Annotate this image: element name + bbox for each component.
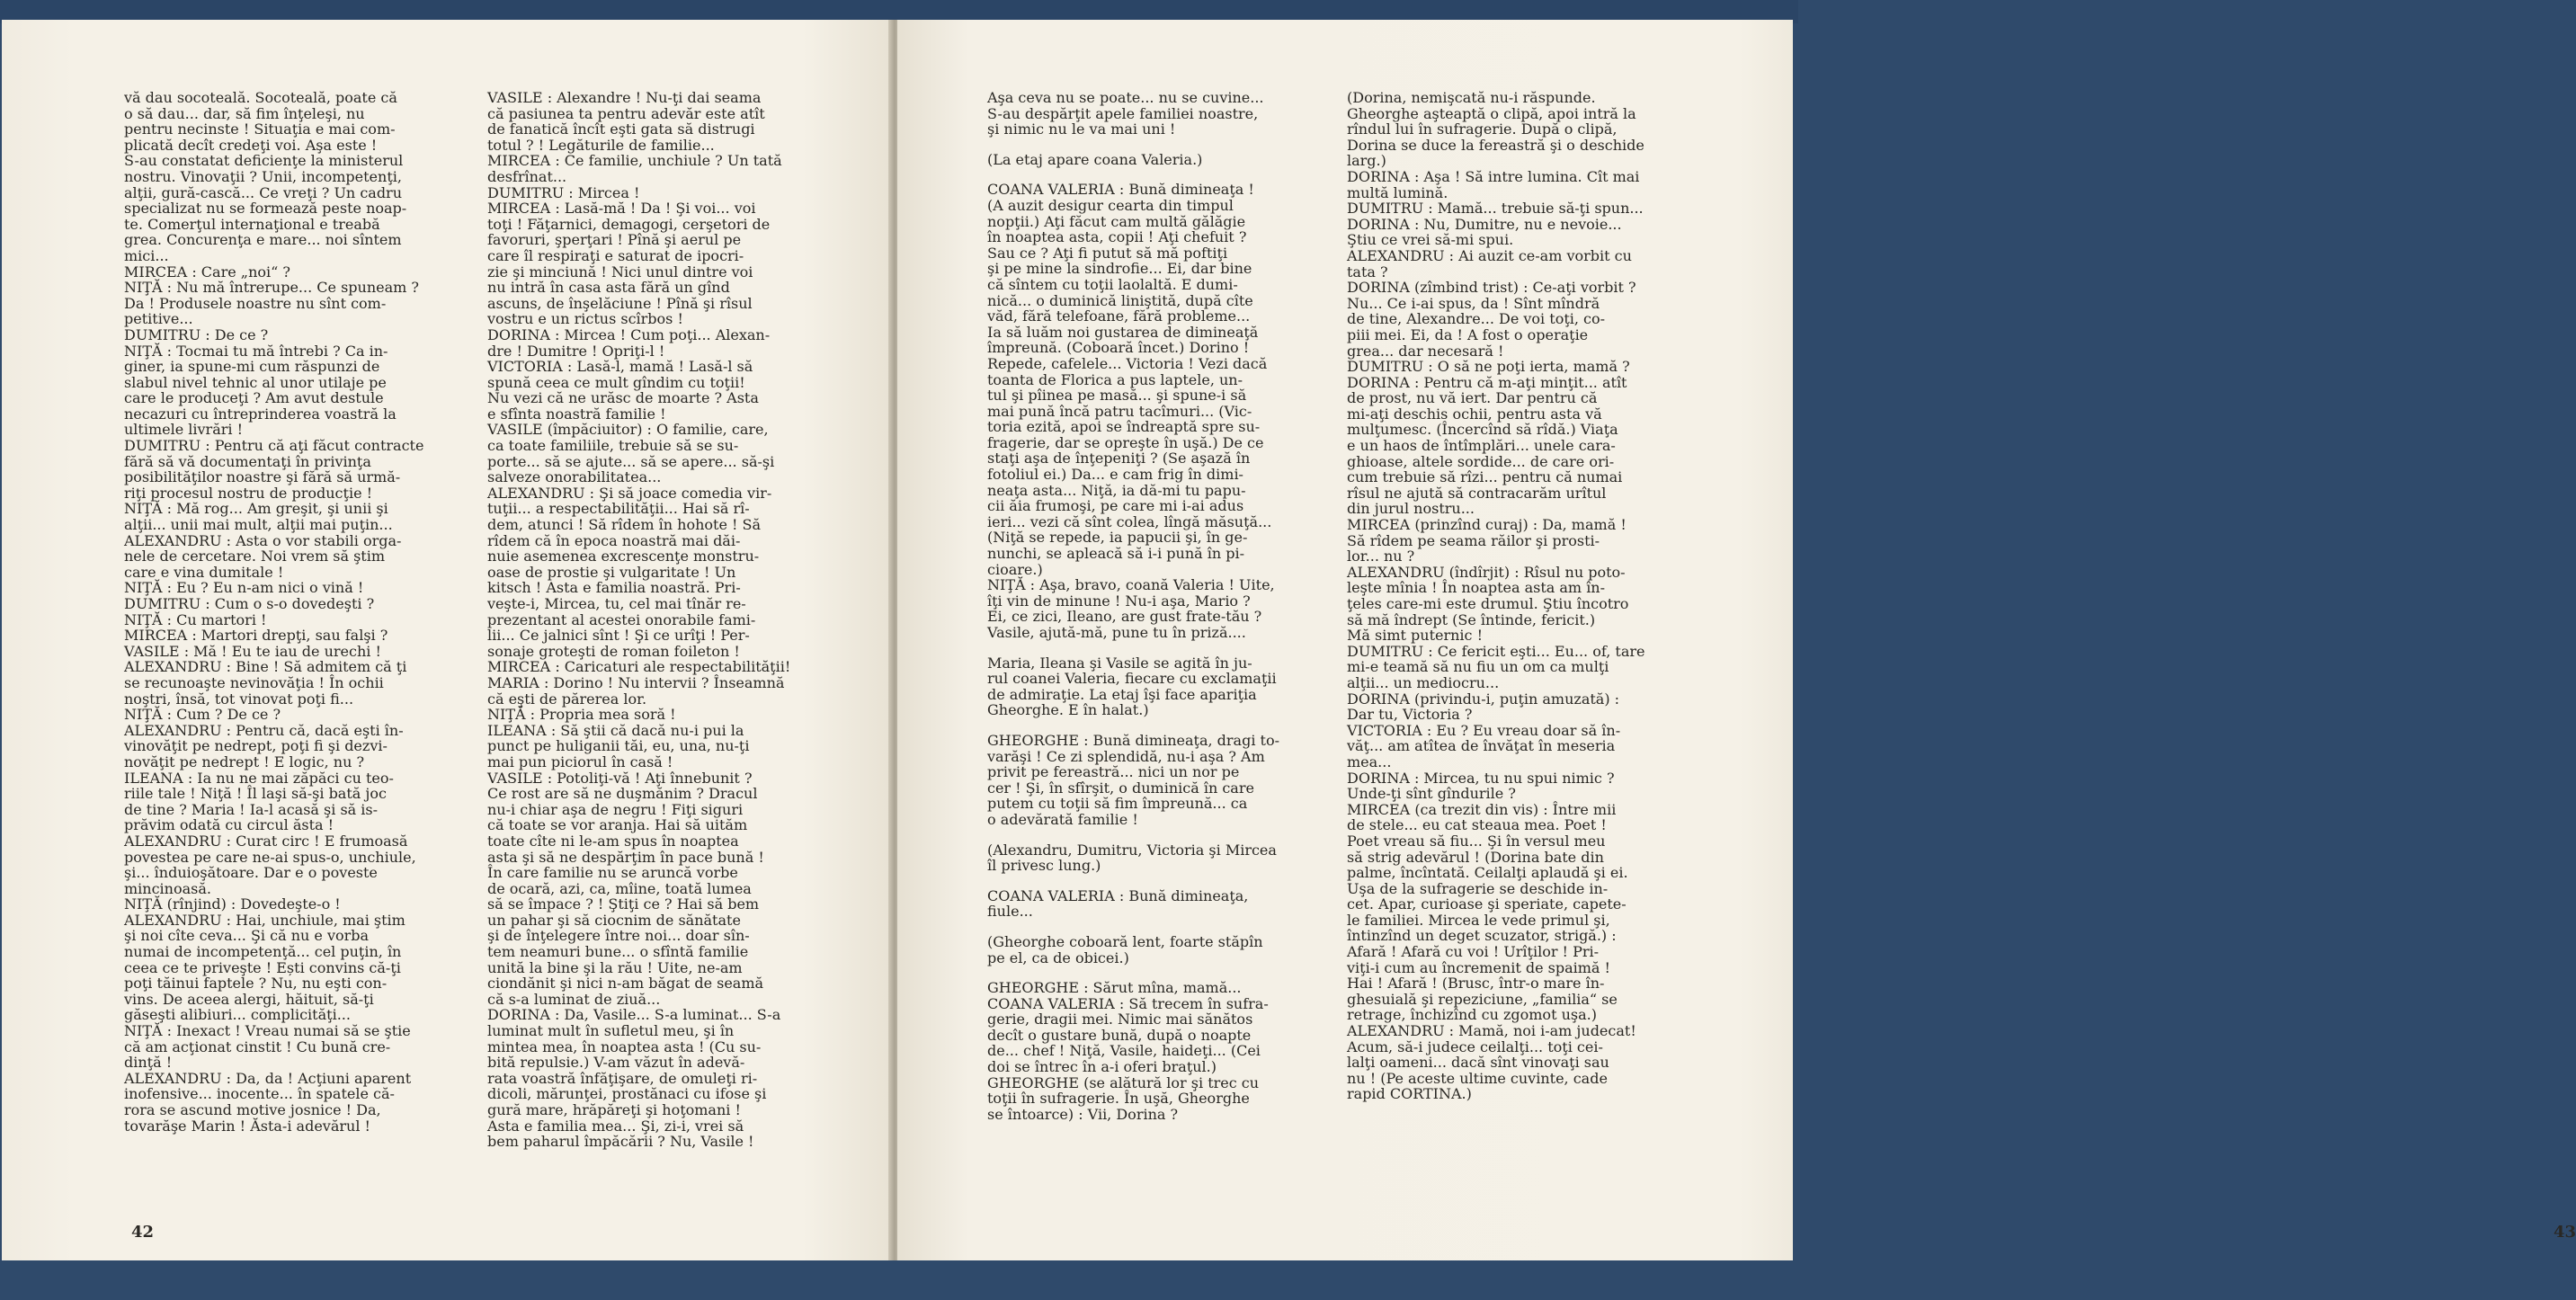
text-line: NIŢĂ : Propria mea soră ! — [487, 706, 676, 724]
text-line — [987, 138, 1325, 152]
text-line: privit pe fereastră... nici un nor pe — [987, 763, 1240, 781]
text-line: Maria, Ileana şi Vasile se agită în ju- — [987, 654, 1252, 672]
text-line: mintea mea, în noaptea asta ! (Cu su- — [487, 1037, 762, 1055]
text-line: Vasile, ajută-mă, pune tu în priză.... — [987, 624, 1246, 641]
text-line: şi nimic nu le va mai uni ! — [987, 120, 1176, 138]
text-line: rapid CORTINA.) — [1347, 1085, 1472, 1103]
text-line: VICTORIA : Eu ? Eu vreau doar să în- — [1347, 721, 1621, 739]
text-line: noştri, însă, tot vinovat poţi fi... — [124, 690, 354, 708]
right-page — [897, 20, 2576, 1260]
text-line: tem neamuri bune... o sfîntă familie — [487, 943, 749, 961]
text-line: Unde-ţi sînt gîndurile ? — [1347, 785, 1516, 803]
text-line: pe el, ca de obicei.) — [987, 948, 1129, 966]
text-line: kitsch ! Asta e familia noastră. Pri- — [487, 579, 741, 597]
text-line: numai de incompetenţă... cel puţin, în — [124, 943, 402, 961]
text-line: tata ? — [1347, 263, 1388, 280]
text-line: din jurul nostru... — [1347, 500, 1475, 518]
text-line: tuţii... a respectabilităţii... Hai să rî- — [487, 500, 750, 518]
text-line: să mă îndrept (Se întinde, fericit.) — [1347, 610, 1596, 628]
text-line: mincinoasă. — [124, 879, 211, 897]
text-line: ţeles care-mi este drumul. Ştiu încotro — [1347, 595, 1629, 612]
text-line: NIŢĂ : Mă rog... Am greşit, şi unii şi — [124, 500, 388, 518]
text-line: varăşi ! Ce zi splendidă, nu-i aşa ? Am — [987, 747, 1265, 765]
page-number-right: 43 — [2554, 1223, 2576, 1242]
text-line: (Gheorghe coboară lent, foarte stăpîn — [987, 932, 1263, 950]
text-line: ghioase, altele sordide... de care ori- — [1347, 452, 1615, 470]
text-line: favoruri, şperţari ! Pînă şi aerul pe — [487, 231, 742, 249]
text-line: că sîntem cu toţii laolaltă. E dumi- — [987, 275, 1238, 293]
text-line: îl privesc lung.) — [987, 857, 1101, 875]
text-line: mulţumesc. (Încercînd să rîdă.) Viaţa — [1347, 421, 1618, 439]
text-line: vă dau socoteală. Socoteală, poate că — [124, 89, 397, 106]
text-line: mici... — [124, 246, 169, 264]
text-line: cioare.) — [987, 560, 1043, 578]
text-line: COANA VALERIA : Bună dimineaţa, — [987, 886, 1249, 904]
text-line: cum trebuie să rîzi... pentru că numai — [1347, 468, 1623, 486]
text-line: dicoli, mărunţei, prostănaci cu ifose şi — [487, 1085, 767, 1103]
text-line: veşte-i, Mircea, tu, cel mai tînăr re- — [487, 595, 746, 612]
text-line: larg.) — [1347, 152, 1386, 170]
text-line: doi se întrec în a-i oferi braţul.) — [987, 1058, 1217, 1076]
text-line: toanta de Florica a pus laptele, un- — [987, 370, 1243, 388]
text-line: Poet vreau să fiu... Şi în versul meu — [1347, 832, 1606, 850]
text-line: DUMITRU : Pentru că aţi făcut contracte — [124, 437, 424, 455]
text-line: DORINA : Mircea, tu nu spui nimic ? — [1347, 769, 1615, 787]
text-line: şi... înduioşătoare. Dar e o poveste — [124, 864, 378, 882]
text-line: ca toate familiile, trebuie să se su- — [487, 437, 739, 455]
text-line: Afară ! Afară cu voi ! Urîţilor ! Pri- — [1347, 943, 1600, 961]
text-line: care le produceţi ? Am avut destule — [124, 389, 384, 407]
text-line: nică... o duminică liniştită, după cîte — [987, 291, 1253, 309]
text-line: necazuri cu întreprinderea voastră la — [124, 405, 397, 423]
text-line: (A auzit desigur cearta din timpul — [987, 196, 1234, 214]
text-line: retrage, închizînd cu zgomot uşa.) — [1347, 1006, 1597, 1024]
text-line: de stele... eu cat steaua mea. Poet ! — [1347, 816, 1607, 834]
page-number-left: 42 — [131, 1223, 155, 1242]
text-line: mi-e teamă să nu fiu un om ca mulţi — [1347, 658, 1609, 676]
text-line: gerie, dragii mei. Nimic mai sănătos — [987, 1011, 1253, 1028]
text-line: MARIA : Dorino ! Nu intervii ? Înseamnă — [487, 673, 785, 691]
text-line: staţi aşa de înţepeniţi ? (Se aşază în — [987, 450, 1251, 467]
text-line: se întoarce) : Vii, Dorina ? — [987, 1105, 1179, 1123]
text-line: de tine ? Maria ! Ia-l acasă şi să is- — [124, 800, 379, 818]
text-line: Repede, cafelele... Victoria ! Vezi dacă — [987, 354, 1268, 372]
text-line: ALEXANDRU (îndîrjit) : Rîsul nu poto- — [1347, 563, 1626, 581]
text-line: Aşa ceva nu se poate... nu se cuvine... — [987, 89, 1264, 106]
text-line: unită la bine şi la rău ! Uite, ne-am — [487, 958, 743, 976]
text-line: punct pe huliganii tăi, eu, una, nu-ţi — [487, 737, 750, 755]
text-line: NIŢĂ : Cu martori ! — [124, 610, 267, 628]
text-line: Sau ce ? Aţi fi putut să mă poftiţi — [987, 244, 1228, 262]
text-line: DUMITRU : De ce ? — [124, 325, 269, 343]
text-line: cii ăia frumoşi, pe care mi i-ai adus — [987, 497, 1244, 515]
text-line — [987, 920, 1325, 934]
text-line: lii... Ce jalnici sînt ! Şi ce urîţi ! Per- — [487, 627, 750, 645]
text-line: că eşti de părerea lor. — [487, 690, 647, 708]
text-line: MIRCEA (prinzînd curaj) : Da, mamă ! — [1347, 516, 1627, 534]
text-line: împreună. (Coboară încet.) Dorino ! — [987, 339, 1250, 357]
text-line: DUMITRU : Mircea ! — [487, 183, 640, 201]
text-line: Uşa de la sufragerie se deschide in- — [1347, 879, 1609, 897]
text-line: ALEXANDRU : Şi să joace comedia vir- — [487, 484, 772, 502]
text-line: (Niţă se repede, ia papucii şi, în ge- — [987, 529, 1248, 547]
text-line: NIŢĂ : Aşa, bravo, coană Valeria ! Uite, — [987, 576, 1275, 594]
text-line: rata voastră înfăţişare, de omuleţi ri- — [487, 1069, 758, 1087]
text-line: alţii, gură-cască... Ce vreţi ? Un cadru — [124, 183, 403, 201]
text-line: nu-i chiar aşa de negru ! Fiţi siguri — [487, 800, 744, 818]
text-line: DORINA (zîmbind trist) : Ce-aţi vorbit ? — [1347, 279, 1636, 297]
text-line: fragerie, dar se opreşte în uşă.) De ce — [987, 433, 1264, 451]
text-line: MIRCEA : Lasă-mă ! Da ! Şi voi... voi — [487, 200, 756, 218]
text-line: nunchi, se apleacă să i-i pună în pi- — [987, 545, 1245, 563]
text-line: întinzînd un deget scuzator, strigă.) : — [1347, 927, 1617, 945]
text-line: toate cîte ni le-am spus în noaptea — [487, 832, 739, 850]
text-line: DORINA : Nu, Dumitre, nu e nevoie... — [1347, 215, 1622, 233]
text-line: petitive... — [124, 310, 193, 328]
text-line: ALEXANDRU : Hai, unchiule, mai ştim — [124, 911, 406, 929]
text-line: te. Comerţul internaţional e treabă — [124, 215, 380, 233]
text-line: fiule... — [987, 903, 1033, 921]
text-line: NIŢĂ : Eu ? Eu n-am nici o vină ! — [124, 579, 364, 597]
text-line: grea. Concurenţa e mare... noi sîntem — [124, 231, 402, 249]
text-line: de... chef ! Niţă, Vasile, haideţi... (Cei — [987, 1042, 1261, 1060]
text-line: nele de cercetare. Noi vrem să ştim — [124, 548, 386, 565]
text-line: şi noi cîte ceva... Şi că nu e vorba — [124, 927, 370, 945]
text-line: desfrînat... — [487, 167, 567, 185]
text-line: vinovăţit pe nedrept, poţi fi şi dezvi- — [124, 737, 388, 755]
text-line: Nu... Ce i-ai spus, da ! Sînt mîndră — [1347, 294, 1600, 312]
text-line: mai pună încă patru tacîmuri... (Vic- — [987, 402, 1252, 420]
text-line: să se împace ? ! Ştiţi ce ? Hai să bem — [487, 895, 760, 913]
text-line: le familiei. Mircea le vede primul şi, — [1347, 911, 1610, 929]
text-line: cer ! Şi, în sfîrşit, o duminică în care — [987, 779, 1254, 797]
text-line: VASILE (împăciuitor) : O familie, care, — [487, 421, 769, 439]
text-line: MIRCEA : Ce familie, unchiule ? Un tată — [487, 152, 782, 170]
text-line: fără să vă documentaţi în privinţa — [124, 452, 371, 470]
text-line: S-au constatat deficienţe la ministerul — [124, 152, 404, 170]
text-line: toţi ! Făţarnici, demagogi, cerşetori de — [487, 215, 771, 233]
text-line: că toate se vor aranja. Hai să uităm — [487, 816, 748, 834]
text-line: care e vina dumitale ! — [124, 563, 284, 581]
text-line: vins. De aceea alergi, hăituit, să-ţi — [124, 990, 374, 1008]
text-line — [987, 641, 1325, 655]
text-line: MIRCEA (ca trezit din vis) : Între mii — [1347, 800, 1617, 818]
text-line: ghesuială şi repeziciune, „familia“ se — [1347, 990, 1618, 1008]
text-line: şi de înţelegere între noi... doar sîn- — [487, 927, 750, 945]
text-line: o să dau... dar, să fim înţeleşi, nu — [124, 104, 365, 122]
text-line: sonaje groteşti de roman foileton ! — [487, 642, 740, 660]
text-line: Acum, să-i judece ceilalţi... toţi cei- — [1347, 1037, 1603, 1055]
left-page — [2, 20, 892, 1260]
text-line: NIŢĂ : Nu mă întrerupe... Ce spuneam ? — [124, 279, 419, 297]
text-line: văţ... am atîtea de învăţat în meseria — [1347, 737, 1616, 755]
text-line: ALEXANDRU : Mamă, noi i-am judecat! — [1347, 1022, 1636, 1040]
text-line: (La etaj apare coana Valeria.) — [987, 150, 1203, 168]
text-line: nu intră în casa asta fără un gînd — [487, 279, 730, 297]
text-line: alţii... unii mai mult, alţii mai puţin... — [124, 516, 393, 534]
left-page-column-1 — [124, 90, 462, 1134]
text-line: salveze onorabilitatea... — [487, 468, 662, 486]
text-line: totul ? ! Legăturile de familie... — [487, 136, 715, 154]
text-line: DORINA : Aşa ! Să intre lumina. Cît mai — [1347, 167, 1640, 185]
text-line: posibilităţilor noastre şi fără să urmă- — [124, 468, 401, 486]
text-line: DUMITRU : Ce fericit eşti... Eu... of, tare — [1347, 642, 1645, 660]
text-line: grea... dar necesară ! — [1347, 342, 1504, 360]
text-line: riile tale ! Niţă ! Îl laşi să-şi bată joc — [124, 785, 387, 803]
text-line: ALEXANDRU : Da, da ! Acţiuni aparent — [124, 1069, 412, 1087]
text-line: VASILE : Alexandre ! Nu-ţi dai seama — [487, 89, 762, 106]
text-line: ILEANA : Ia nu ne mai zăpăci cu teo- — [124, 769, 394, 787]
text-line: ciondănit şi nici n-am băgat de seamă — [487, 975, 764, 993]
text-line: piii mei. Ei, da ! A fost o operaţie — [1347, 325, 1589, 343]
text-line: de tine, Alexandre... De voi toţi, co- — [1347, 310, 1606, 328]
text-line: porte... să se ajute... să se apere... să-şi — [487, 452, 775, 470]
text-line: DUMITRU : Cum o s-o dovedeşti ? — [124, 595, 375, 612]
text-line: de prost, nu vă iert. Dar pentru că — [1347, 389, 1598, 407]
text-line: rîsul ne ajută să contracarăm urîtul — [1347, 484, 1607, 502]
text-line: spună ceea ce mult gîndim cu toţii! — [487, 373, 745, 391]
text-line: cet. Apar, curioase şi speriate, capete- — [1347, 895, 1627, 913]
text-line: Nu vezi că ne urăsc de moarte ? Asta — [487, 389, 759, 407]
text-line: nostru. Vinovaţii ? Unii, incompetenţi, — [124, 167, 402, 185]
text-line: ascuns, de înşelăciune ! Pînă şi rîsul — [487, 294, 753, 312]
text-line: bită repulsie.) V-am văzut în adevă- — [487, 1054, 745, 1072]
text-line: ALEXANDRU : Curat circ ! E frumoasă — [124, 832, 408, 850]
text-line: decît o gustare bună, după o noapte — [987, 1026, 1252, 1044]
left-page-column-2 — [487, 90, 829, 1150]
text-line: viţi-i cum au încremenit de spaimă ! — [1347, 958, 1610, 976]
text-line: toria ezită, apoi se îndreaptă spre su- — [987, 418, 1261, 436]
text-line: zie şi minciună ! Nici unul dintre voi — [487, 263, 753, 280]
text-line: Ce rost are să ne duşmănim ? Dracul — [487, 785, 758, 803]
text-line: novăţit pe nedrept ! E logic, nu ? — [124, 752, 365, 770]
right-page-column-2 — [1347, 90, 1685, 1102]
text-line: e un haos de întîmplări... unele cara- — [1347, 437, 1616, 455]
text-line: Să rîdem pe seama răilor şi prosti- — [1347, 531, 1600, 549]
text-line: Dorina se duce la fereastră şi o deschide — [1347, 136, 1645, 154]
text-line: NIŢĂ : Inexact ! Vreau numai să se ştie — [124, 1022, 411, 1040]
text-line: specializat nu se formează peste noap- — [124, 200, 407, 218]
text-line: DORINA : Mircea ! Cum poţi... Alexan- — [487, 325, 771, 343]
text-line: slabul nivel tehnic al unor utilaje pe — [124, 373, 387, 391]
text-line: vostru e un rictus scîrbos ! — [487, 310, 683, 328]
text-line — [987, 966, 1325, 980]
text-line: care îl respiraţi e saturat de ipocri- — [487, 246, 744, 264]
text-line: VASILE : Potoliţi-vă ! Aţi înnebunit ? — [487, 769, 753, 787]
text-line: Ei, ce zici, Ileano, are gust frate-tău ? — [987, 608, 1262, 626]
text-line: poţi tăinui faptele ? Nu, nu eşti con- — [124, 975, 388, 993]
text-line: DORINA : Pentru că m-aţi minţit... atît — [1347, 373, 1627, 391]
text-line: Dar tu, Victoria ? — [1347, 706, 1473, 724]
text-line: ALEXANDRU : Ai auzit ce-am vorbit cu — [1347, 246, 1632, 264]
text-line: DORINA (privindu-i, puţin amuzată) : — [1347, 690, 1620, 708]
text-line: o adevărată familie ! — [987, 810, 1138, 828]
text-line: Gheorghe. E în halat.) — [987, 701, 1149, 719]
text-line: mai pun piciorul în casă ! — [487, 752, 673, 770]
text-line: rîndul lui în sufragerie. După o clipă, — [1347, 120, 1618, 138]
text-line: oase de prostie şi vulgaritate ! Un — [487, 563, 736, 581]
text-line: rîdem că în epoca noastră mai dăi- — [487, 531, 741, 549]
text-line: putem cu toţii să fim împreună... ca — [987, 795, 1248, 813]
text-line: tul şi pîinea pe masă... şi spune-i să — [987, 387, 1247, 405]
text-line: NIŢĂ (rînjind) : Dovedeşte-o ! — [124, 895, 341, 913]
text-line: (Dorina, nemişcată nu-i răspunde. — [1347, 89, 1596, 106]
text-line: neaţa asta... Niţă, ia dă-mi tu papu- — [987, 481, 1246, 499]
text-line: (Alexandru, Dumitru, Victoria şi Mircea — [987, 841, 1277, 859]
text-line: Da ! Produsele noastre nu sînt com- — [124, 294, 387, 312]
text-line: Ştiu ce vrei să-mi spui. — [1347, 231, 1514, 249]
text-line: să strig adevărul ! (Dorina bate din — [1347, 848, 1604, 866]
right-page-column-1 — [987, 90, 1325, 1122]
text-line — [987, 828, 1325, 842]
text-line: că s-a luminat de ziuă... — [487, 990, 661, 1008]
text-line: un pahar şi să ciocnim de sănătate — [487, 911, 741, 929]
text-line: luminat mult în sufletul meu, şi în — [487, 1022, 735, 1040]
text-line: DORINA : Da, Vasile... S-a luminat... S-a — [487, 1006, 781, 1024]
text-line: tovarăşe Marin ! Ăsta-i adevărul ! — [124, 1117, 370, 1135]
text-line: NIŢĂ : Cum ? De ce ? — [124, 706, 281, 724]
text-line: de ocară, azi, ca, mîine, toată lumea — [487, 879, 752, 897]
text-line: DUMITRU : O să ne poţi ierta, mamă ? — [1347, 358, 1630, 376]
text-line: povestea pe care ne-ai spus-o, unchiule, — [124, 848, 416, 866]
text-line: dinţă ! — [124, 1054, 173, 1072]
text-line: COANA VALERIA : Să trecem în sufra- — [987, 994, 1269, 1012]
text-line: nuie asemenea excrescenţe monstru- — [487, 548, 760, 565]
text-line: bem paharul împăcării ? Nu, Vasile ! — [487, 1133, 754, 1151]
text-line: inofensive... inocente... în spatele că- — [124, 1085, 395, 1103]
text-line: DUMITRU : Mamă... trebuie să-ţi spun... — [1347, 200, 1644, 218]
text-line: giner, ia spune-mi cum răspunzi de — [124, 358, 380, 376]
text-line — [987, 167, 1325, 182]
text-line: de admiraţie. La etaj îşi face apariţia — [987, 685, 1257, 703]
text-line: lalţi oameni... dacă sînt vinovaţi sau — [1347, 1054, 1609, 1072]
text-line: ALEXANDRU : Bine ! Să admitem că ţi — [124, 658, 407, 676]
text-line: găseşti alibiuri... complicităţi... — [124, 1006, 351, 1024]
text-line: rul coanei Valeria, fiecare cu exclamaţii — [987, 670, 1277, 688]
text-line: ALEXANDRU : Pentru că, dacă eşti în- — [124, 721, 404, 739]
text-line: ieri... vezi că sînt colea, lîngă măsuţă... — [987, 512, 1272, 530]
text-line: Gheorghe aşteaptă o clipă, apoi intră la — [1347, 104, 1636, 122]
text-line: mi-aţi deschis ochii, pentru asta vă — [1347, 405, 1602, 423]
text-line: S-au despărţit apele familiei noastre, — [987, 104, 1259, 122]
text-line: e sfînta noastră familie ! — [487, 405, 666, 423]
text-line: Ia să luăm noi gustarea de dimineaţă — [987, 323, 1259, 341]
text-line — [987, 718, 1325, 733]
text-line: gură mare, hrăpăreţi şi hoţomani ! — [487, 1101, 741, 1118]
text-line: În care familie nu se aruncă vorbe — [487, 864, 738, 882]
text-line: ultimele livrări ! — [124, 421, 244, 439]
text-line: de fanatică încît eşti gata să distrugi — [487, 120, 755, 138]
text-line: VASILE : Mă ! Eu te iau de urechi ! — [124, 642, 381, 660]
text-line: riţi procesul nostru de producţie ! — [124, 484, 373, 502]
text-line: multă lumină. — [1347, 183, 1448, 201]
text-line: dem, atunci ! Să rîdem în hohote ! Să — [487, 516, 762, 534]
text-line: MIRCEA : Caricaturi ale respectabilităţii! — [487, 658, 791, 676]
text-line: plicată decît credeţi voi. Aşa este ! — [124, 136, 378, 154]
text-line: Hai ! Afară ! (Brusc, într-o mare în- — [1347, 975, 1605, 993]
text-line: prezentant al acestei onorabile fami- — [487, 610, 756, 628]
text-line: Mă simt puternic ! — [1347, 627, 1484, 645]
text-line: GHEORGHE (se alătură lor şi trec cu — [987, 1073, 1260, 1091]
text-line: şi pe mine la sindrofie... Ei, dar bine — [987, 260, 1252, 278]
text-line: alţii... un mediocru... — [1347, 673, 1500, 691]
text-line: văd, fără telefoane, fără probleme... — [987, 307, 1251, 325]
text-line: mea... — [1347, 752, 1392, 770]
text-line: palme, încîntată. Ceilalţi aplaudă şi ei. — [1347, 864, 1628, 882]
text-line: Asta e familia mea... Şi, zi-i, vrei să — [487, 1117, 744, 1135]
text-line: fotoliul ei.) Da... e cam frig în dimi- — [987, 466, 1243, 484]
text-line: în noaptea asta, copii ! Aţi chefuit ? — [987, 228, 1247, 246]
text-line: GHEORGHE : Sărut mîna, mamă... — [987, 979, 1242, 997]
text-line: nopţii.) Aţi făcut cam multă gălăgie — [987, 212, 1246, 230]
text-line: prăvim odată cu circul ăsta ! — [124, 816, 334, 834]
text-line: leşte mînia ! În noaptea asta am în- — [1347, 579, 1606, 597]
text-line: îţi vin de minune ! Nu-i aşa, Mario ? — [987, 592, 1251, 610]
text-line: dre ! Dumitre ! Opriţi-l ! — [487, 342, 665, 360]
text-line: NIŢĂ : Tocmai tu mă întrebi ? Ca in- — [124, 342, 388, 360]
text-line: rora se ascund motive josnice ! Da, — [124, 1101, 381, 1118]
text-line: ILEANA : Să ştii că dacă nu-i pui la — [487, 721, 744, 739]
text-line: MIRCEA : Care „noi“ ? — [124, 263, 290, 280]
text-line: se recunoaşte nevinovăţia ! În ochii — [124, 673, 384, 691]
text-line: toţii în sufragerie. În uşă, Gheorghe — [987, 1090, 1250, 1108]
text-line: VICTORIA : Lasă-l, mamă ! Lasă-l să — [487, 358, 753, 376]
text-line: pentru necinste ! Situaţia e mai com- — [124, 120, 396, 138]
text-line — [987, 874, 1325, 888]
text-line: MIRCEA : Martori drepţi, sau falşi ? — [124, 627, 388, 645]
text-line: COANA VALERIA : Bună dimineaţa ! — [987, 181, 1254, 199]
text-line: ceea ce te priveşte ! Ești convins că-ţi — [124, 958, 401, 976]
text-line: nu ! (Pe aceste ultime cuvinte, cade — [1347, 1069, 1608, 1087]
text-line: GHEORGHE : Bună dimineaţa, dragi to- — [987, 731, 1279, 749]
text-line: asta şi să ne despărţim în pace bună ! — [487, 848, 764, 866]
text-line: lor... nu ? — [1347, 548, 1415, 565]
text-line: ALEXANDRU : Asta o vor stabili orga- — [124, 531, 402, 549]
text-line: că am acţionat cinstit ! Cu bună cre- — [124, 1037, 391, 1055]
text-line: că pasiunea ta pentru adevăr este atît — [487, 104, 765, 122]
